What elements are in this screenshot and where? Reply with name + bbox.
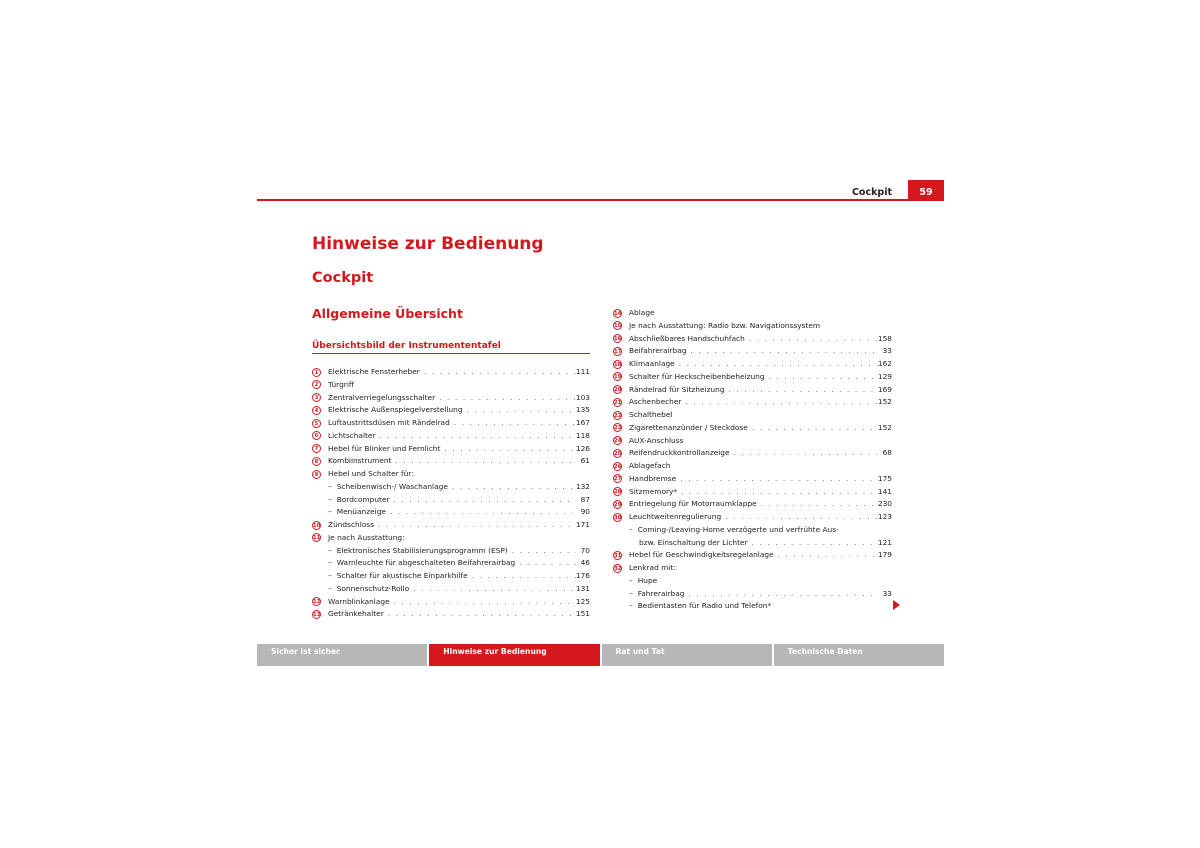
item-label: AUX-Anschluss [629, 435, 684, 445]
page-reference[interactable]: 152 [877, 397, 892, 407]
list-item [613, 600, 892, 613]
subsection-title: Allgemeine Übersicht [312, 306, 463, 321]
page-reference[interactable]: 176 [575, 571, 590, 580]
dash-marker: – [629, 588, 633, 598]
item-number [312, 443, 328, 456]
page-reference[interactable]: 152 [877, 422, 892, 432]
number-badge: 32 [614, 565, 622, 572]
item-number [613, 384, 629, 397]
item-number [613, 320, 629, 333]
item-label: Abschließbares Handschuhfach [629, 333, 745, 343]
dot-leader [748, 422, 878, 435]
item-label: Kombiinstrument [328, 456, 392, 466]
item-number [312, 608, 328, 621]
list-item [613, 409, 892, 422]
page-reference[interactable]: 230 [877, 499, 892, 509]
item-label: Bedientasten für Radio und Telefon* [637, 601, 772, 611]
page-reference[interactable]: 118 [575, 430, 590, 440]
page-reference[interactable]: 158 [877, 333, 892, 343]
item-number [312, 366, 328, 379]
item-number [613, 333, 629, 346]
number-badge: 17 [614, 348, 622, 355]
item-label: Scheibenwisch-/ Waschanlage [336, 481, 448, 491]
page-reference[interactable]: 141 [877, 486, 892, 496]
page-reference[interactable]: 135 [575, 405, 590, 415]
item-label: Hebel für Blinker und Fernlicht [328, 443, 441, 453]
item-label: Lichtschalter [328, 430, 376, 440]
number-badge: 5 [312, 419, 321, 428]
list-item [312, 545, 590, 558]
number-badge: 31 [614, 552, 622, 559]
dot-leader [725, 384, 878, 397]
dot-leader [730, 447, 878, 460]
page-reference[interactable]: 90 [580, 507, 590, 517]
dot-leader [508, 545, 576, 558]
list-item [312, 570, 590, 583]
list-item [613, 588, 892, 601]
item-label: Hebel und Schalter für: [328, 469, 414, 478]
item-label: Reifendruckkontrollanzeige [629, 448, 730, 458]
item-label: Coming-/Leaving-Home verzögerte und verfrühte Aus- [637, 524, 839, 534]
list-item [312, 506, 590, 519]
dot-leader [686, 345, 878, 358]
item-label: Bordcomputer [336, 494, 390, 504]
figure-title-rule [312, 353, 590, 354]
dot-leader [677, 486, 878, 499]
list-item [312, 608, 590, 621]
item-number [312, 404, 328, 417]
item-label: Luftaustrittsdüsen mit Rändelrad [328, 418, 450, 427]
dot-leader [757, 498, 878, 511]
dash-marker: – [328, 507, 332, 517]
number-badge: 27 [614, 476, 622, 483]
page-reference[interactable]: 175 [877, 473, 892, 483]
number-badge: 24 [614, 438, 622, 444]
item-number [312, 519, 328, 532]
list-item [613, 384, 892, 397]
list-item [312, 430, 590, 443]
item-label: Leuchtweitenregulierung [629, 512, 722, 521]
item-label: Je nach Ausstattung: Radio bzw. Navigationssystem [629, 320, 821, 330]
list-item [613, 486, 892, 499]
item-label: Schalter für Heckscheibenbeheizung [629, 371, 765, 381]
item-label: Zigarettenanzünder / Steckdose [629, 422, 748, 432]
list-item [312, 519, 590, 532]
dash-marker: – [328, 494, 332, 504]
page-reference[interactable]: 87 [580, 494, 590, 504]
page-reference[interactable]: 151 [575, 609, 590, 619]
item-label: Lenkrad mit: [629, 563, 676, 572]
list-item [613, 537, 892, 550]
list-item [613, 447, 892, 460]
item-number [312, 468, 328, 481]
item-label: Getränkehalter [328, 609, 384, 619]
item-label: Zündschloss [328, 520, 374, 529]
dot-leader [435, 392, 576, 405]
item-label: Rändelrad für Sitzheizung [629, 384, 725, 394]
footer-tab[interactable]: Hinweise zur Bedienung [429, 644, 599, 666]
number-badge: 19 [614, 374, 622, 381]
item-label: Warnleuchte für abgeschalteten Beifahrerairbag [336, 558, 516, 568]
legend-list-right [613, 307, 892, 613]
item-label: Schalter für akustische Einparkhilfe [336, 571, 468, 580]
dot-leader [390, 596, 576, 609]
page-reference[interactable]: 131 [575, 583, 590, 593]
header-section-title: Cockpit [851, 187, 892, 198]
dot-leader [391, 455, 576, 468]
header-page-number: 59 [908, 180, 944, 201]
section-title: Cockpit [312, 270, 374, 286]
header-rule [257, 199, 944, 201]
item-number [613, 435, 629, 448]
page-reference[interactable]: 132 [575, 481, 590, 491]
dot-leader [676, 473, 878, 486]
list-item [312, 455, 590, 468]
number-badge: 22 [614, 412, 622, 419]
dot-leader [450, 417, 576, 430]
page-reference[interactable]: 179 [877, 550, 892, 560]
item-label: Menüanzeige [336, 507, 386, 517]
page-reference[interactable]: 123 [877, 512, 892, 521]
item-label: Sonnenschutz-Rollo [336, 583, 410, 593]
number-badge: 18 [614, 361, 622, 368]
item-label: Elektronisches Stabilisierungsprogramm (ESP) [336, 545, 508, 555]
number-badge: 8 [312, 457, 321, 466]
number-badge: 4 [312, 406, 321, 415]
dot-leader [384, 608, 576, 621]
item-label: Fahrerairbag [637, 588, 685, 598]
chapter-title: Hinweise zur Bedienung [312, 234, 544, 254]
page-reference[interactable]: 103 [575, 392, 590, 402]
page-reference[interactable]: 61 [580, 456, 590, 466]
list-item [312, 468, 590, 481]
list-item [312, 443, 590, 456]
item-label: Beifahrerairbag [629, 346, 687, 356]
list-item [613, 524, 892, 537]
item-number [312, 379, 328, 392]
number-badge: 6 [312, 431, 321, 440]
dot-leader [681, 396, 877, 409]
item-label: Aschenbecher [629, 397, 682, 407]
footer-tab[interactable]: Sicher ist sicher [257, 644, 427, 666]
item-label: Zentralverriegelungsschalter [328, 392, 436, 402]
page-reference[interactable]: 33 [882, 588, 892, 598]
dot-leader [440, 443, 576, 456]
dot-leader [463, 404, 576, 417]
list-item [613, 333, 892, 346]
page-reference[interactable]: 171 [575, 520, 590, 529]
dot-leader [748, 537, 878, 550]
item-number [613, 549, 629, 562]
item-label: Handbremse [629, 473, 677, 483]
number-badge: 1 [312, 368, 321, 377]
item-number [613, 498, 629, 511]
list-item [312, 532, 590, 545]
page-reference[interactable]: 162 [877, 359, 892, 368]
item-number [613, 358, 629, 371]
dot-leader [721, 511, 878, 524]
item-number [613, 396, 629, 409]
list-item [312, 379, 590, 392]
item-number [613, 307, 629, 320]
item-number [613, 447, 629, 460]
list-item [613, 460, 892, 473]
page-reference[interactable]: 126 [575, 443, 590, 453]
triangle-right-icon[interactable] [893, 600, 900, 610]
list-item [312, 366, 590, 379]
item-number [312, 417, 328, 430]
item-number [613, 486, 629, 499]
item-label: Je nach Ausstattung: [328, 532, 405, 542]
list-item [312, 417, 590, 430]
list-item [613, 422, 892, 435]
dot-leader [515, 557, 576, 570]
page-reference[interactable]: 33 [882, 346, 892, 356]
dot-leader [409, 583, 576, 596]
item-number [613, 422, 629, 435]
dot-leader [468, 570, 576, 583]
item-number [312, 455, 328, 468]
dash-marker: – [629, 524, 633, 534]
page-reference[interactable]: 167 [575, 418, 590, 427]
list-item [312, 392, 590, 405]
item-label: Hebel für Geschwindigkeitsregelanlage [629, 550, 774, 560]
item-label: Türgriff [328, 379, 354, 389]
list-item [613, 371, 892, 384]
number-badge: 11 [313, 535, 321, 542]
number-badge: 3 [312, 393, 321, 402]
number-badge: 9 [312, 470, 321, 479]
dash-marker: – [328, 558, 332, 568]
item-label: Klimaanlage [629, 359, 675, 368]
dot-leader [390, 494, 576, 507]
number-badge: 30 [614, 514, 622, 521]
list-item [613, 549, 892, 562]
list-item [613, 358, 892, 371]
list-item [312, 596, 590, 609]
list-item [312, 494, 590, 507]
item-number [613, 473, 629, 486]
number-badge: 10 [313, 522, 321, 529]
dot-leader [745, 333, 878, 346]
dot-leader [374, 519, 576, 532]
footer-tabs [257, 644, 944, 666]
figure-title: Übersichtsbild der Instrumententafel [312, 341, 501, 351]
dash-marker: – [328, 571, 332, 580]
list-item [613, 320, 892, 333]
list-item [613, 562, 892, 575]
number-badge: 26 [614, 463, 622, 470]
dot-leader [448, 481, 576, 494]
page-reference[interactable]: 46 [580, 558, 590, 568]
item-label: Sitzmemory* [629, 486, 678, 496]
list-item [613, 307, 892, 320]
item-label: Warnblinkanlage [328, 596, 390, 606]
number-badge: 12 [313, 599, 321, 605]
page-reference[interactable]: 129 [877, 371, 892, 381]
list-item [613, 473, 892, 486]
number-badge: 25 [614, 450, 622, 457]
item-number [613, 562, 629, 575]
page-reference[interactable]: 121 [877, 537, 892, 547]
item-label: Ablage [629, 308, 655, 317]
dash-marker: – [629, 575, 633, 585]
dot-leader [386, 506, 576, 519]
item-number [613, 345, 629, 358]
item-label: Elektrische Außenspiegelverstellung [328, 405, 463, 415]
item-label: Entriegelung für Motorraumklappe [629, 499, 757, 509]
page-reference[interactable]: 169 [877, 384, 892, 394]
number-badge: 29 [614, 501, 622, 508]
legend-list-left [312, 366, 590, 621]
list-item [613, 396, 892, 409]
list-item [312, 583, 590, 596]
item-number [312, 392, 328, 405]
footer-tab[interactable]: Rat und Tat [602, 644, 772, 666]
dot-leader [774, 549, 878, 562]
list-item [613, 345, 892, 358]
dash-marker: – [328, 481, 332, 491]
item-label: Ablagefach [629, 461, 671, 470]
number-badge: 21 [614, 399, 622, 406]
list-item [613, 511, 892, 524]
item-label: Elektrische Fensterheber [328, 367, 420, 376]
list-item [312, 481, 590, 494]
list-item [613, 575, 892, 588]
item-number [613, 460, 629, 473]
dot-leader [675, 358, 878, 371]
list-item [312, 404, 590, 417]
item-number [312, 532, 328, 545]
list-item [613, 498, 892, 511]
footer-tab[interactable]: Technische Daten [774, 644, 944, 666]
number-badge: 23 [614, 425, 622, 432]
number-badge: 16 [614, 336, 622, 342]
dash-marker: – [328, 545, 332, 555]
number-badge: 28 [614, 489, 622, 495]
dot-leader [765, 371, 878, 384]
item-label: Hupe [637, 575, 658, 585]
list-item [312, 557, 590, 570]
item-number [312, 596, 328, 609]
item-number [312, 430, 328, 443]
page-reference[interactable]: 68 [882, 448, 892, 458]
page-reference[interactable]: 125 [575, 596, 590, 606]
number-badge: 13 [313, 611, 321, 618]
list-item [613, 435, 892, 448]
number-badge: 14 [614, 310, 622, 317]
number-badge: 2 [312, 380, 321, 389]
dash-marker: – [629, 601, 633, 611]
dash-marker: – [328, 583, 332, 593]
item-label: bzw. Einschaltung der Lichter [639, 537, 748, 547]
page-reference[interactable]: 70 [580, 545, 590, 555]
item-label: Schalthebel [629, 410, 673, 419]
number-badge: 15 [614, 323, 622, 330]
dot-leader [375, 430, 575, 443]
number-badge: 20 [614, 387, 622, 393]
item-number [613, 409, 629, 422]
dot-leader [684, 588, 878, 601]
dot-leader [420, 366, 576, 379]
item-number [613, 511, 629, 524]
item-number [613, 371, 629, 384]
number-badge: 7 [312, 444, 321, 453]
page-reference[interactable]: 111 [575, 367, 590, 376]
